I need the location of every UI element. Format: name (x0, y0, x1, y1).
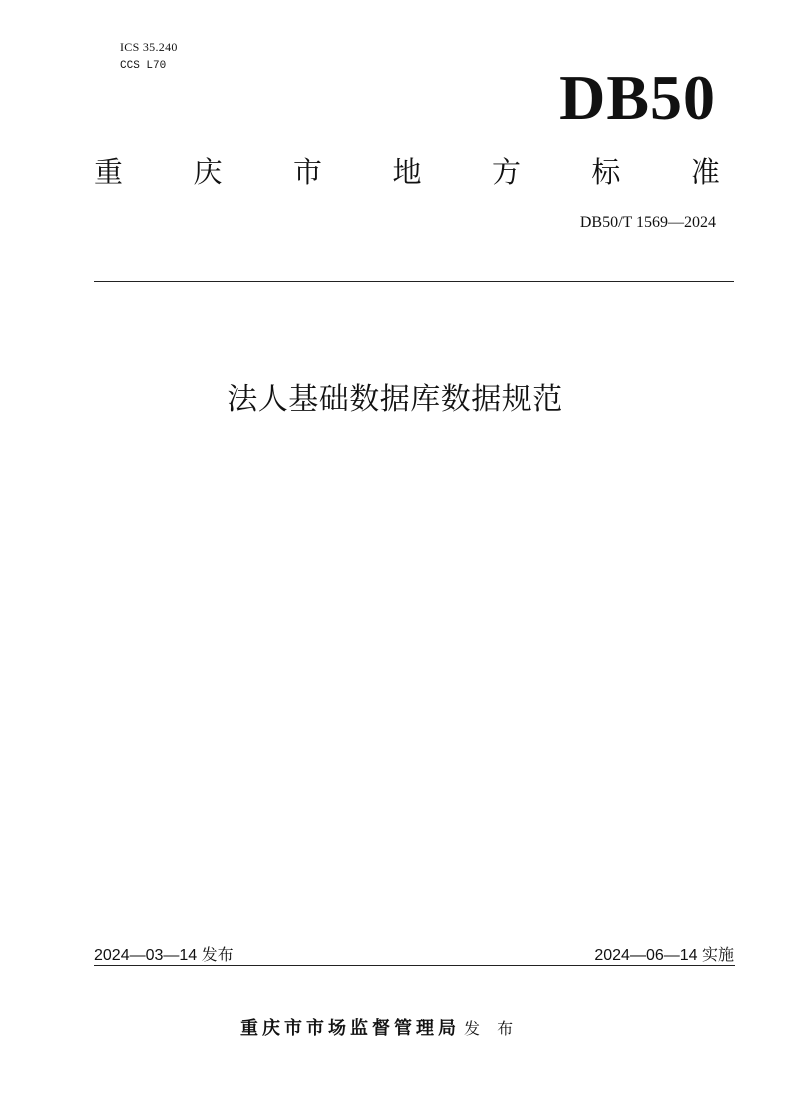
top-divider (94, 281, 734, 282)
standard-type-char: 重 (94, 155, 124, 189)
standard-type-char: 标 (591, 155, 621, 189)
standard-type-char: 准 (690, 155, 720, 189)
standard-number: DB50/T 1569—2024 (579, 214, 716, 231)
ics-code: ICS 35.240 (120, 40, 178, 54)
standard-type-char: 庆 (193, 155, 223, 189)
publisher-name: 重庆市市场监督管理局 (240, 1018, 460, 1039)
issue-date: 2024—03—14 发布 (94, 947, 234, 964)
document-title: 法人基础数据库数据规范 (227, 382, 563, 417)
ccs-code: CCS L70 (120, 60, 167, 72)
publisher (240, 1016, 519, 1042)
bottom-divider (94, 965, 735, 966)
publisher-suffix: 发 布 (464, 1019, 520, 1038)
standard-type-char: 方 (491, 155, 521, 189)
standard-code-logo: DB50 (559, 62, 716, 133)
standard-type-char: 市 (292, 155, 322, 189)
standard-type-char: 地 (392, 155, 422, 189)
implementation-date: 2024—06—14 实施 (594, 947, 734, 964)
standard-type-heading (94, 152, 720, 192)
